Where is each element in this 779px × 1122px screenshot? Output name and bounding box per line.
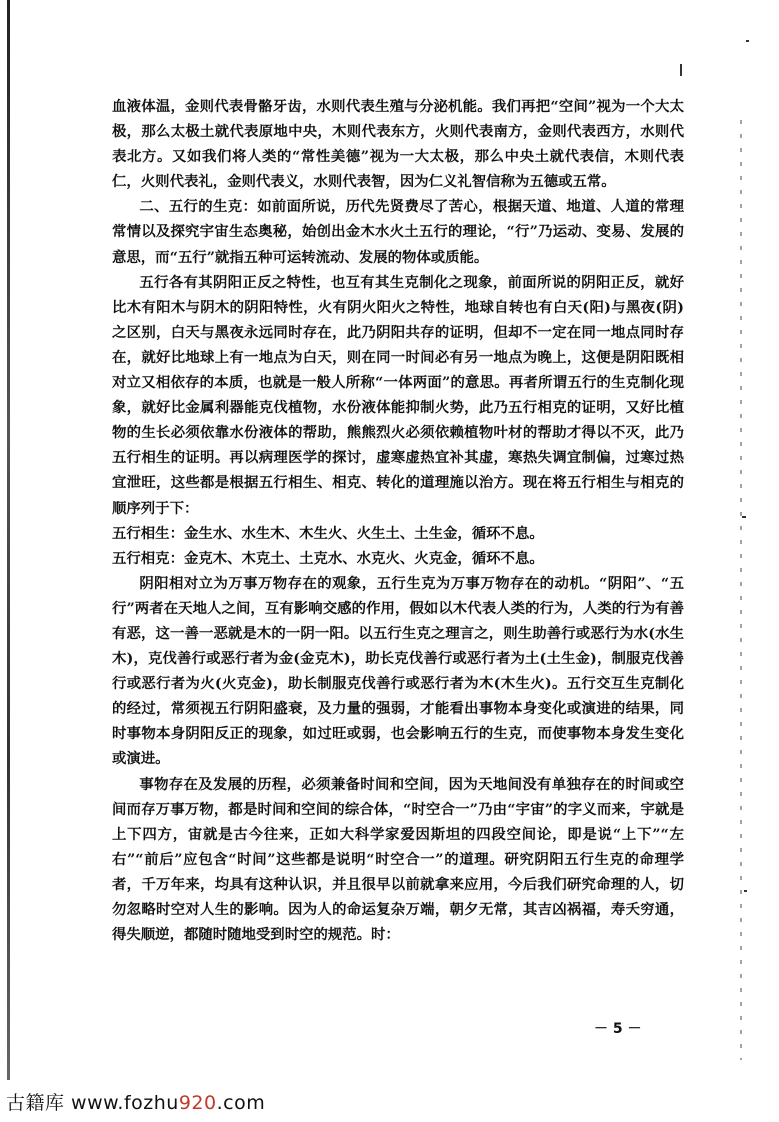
watermark [6,1088,265,1115]
scan-speck [744,890,747,892]
paragraph: 事物存在及发展的历程，必须兼备时间和空间，因为天地间没有单独存在的时间或空间而存万事万物，都是时间和空间的综合体，“时空合一”乃由“宇宙”的字义而来，宇就是上下四方，宙就是古今往来，正如大科学家爱因斯坦的四段空间论，即是说“上下”“左右”“前后”应包含“时间”这些都是说明“时空合一”的道理。研究阴阳五行生克的命理学者，千万年来，均具有这种认识，并且很早以前就拿来应用，今后我们研究命理的人，切勿忽略时空对人生的影响。因为人的命运复杂万端，朝夕无常，其吉凶祸福，寿夭穷通，得失顺逆，都随时随地受到时空的规范。时： [112,775,684,944]
paragraph: 阴阳相对立为万事万物存在的观象，五行生克为万事万物存在的动机。“阴阳”、“五行”两者在天地人之间，互有影响交感的作用，假如以木代表人类的行为，人类的行为有善有恶，这一善一恶就是木的一阴一阳。以五行生克之理言之，则生助善行或恶行为水(水生木)，克伐善行或恶行者为金(金克木)，助长克伐善行或恶行者为土(土生金)，制服克伐善行或恶行者为火(火克金)，助长制服克伐善行或恶行者为木(木生火)。五行交互生克制化的经过，常须视五行阴阳盛衰，及力量的强弱，才能看出事物本身变化或演进的结果，同时事物本身阴阳反正的现象，如过旺或弱，也会影响五行的生克，而使事物本身发生变化或演进。 [112,574,684,768]
scan-speck [746,40,749,42]
watermark-accent: 920 [178,1092,217,1114]
watermark-suffix: .com [216,1092,266,1114]
page-number: － 5 － [594,1021,642,1037]
paragraph: 五行各有其阴阳正反之特性，也互有其生克制化之现象，前面所说的阴阳正反，就好比木有阳木与阴木的阴阳特性，火有阴火阳火之特性，地球自转也有白天(阳)与黑夜(阴)之区别，白天与黑夜永远同时存在，此乃阴阳共存的证明，但却不一定在同一地点同时存在，就好比地球上有一地点为白天，则在同一时间必有另一地点为晚上，这便是阴阳既相对立又相依存的本质，也就是一般人所称“一体两面”的意思。再者所谓五行的生克制化现象，就好比金属利器能克伐植物，水份液体能抑制火势，此乃五行相克的证明，又好比植物的生长必须依靠水份液体的帮助，熊熊烈火必须依赖植物叶材的帮助才得以不灭，此乃五行相生的证明。再以病理医学的探讨，虚寒虚热宜补其虚，寒热失调宜制偏，过寒过热宜泄旺，这些都是根据五行相生、相克、转化的道理施以治方。现在将五行相生与相克的顺序列于下： [112,273,684,517]
scan-speck [680,64,682,76]
wuxing-sheng-rule: 五行相生：金生水、水生木、木生火、火生土、土生金，循环不息。 [112,524,544,542]
watermark-prefix: 古籍库 www.fozhu [6,1092,179,1114]
paragraph: 二、五行的生克：如前面所说，历代先贤费尽了苦心，根据天道、地道、人道的常理常情以及探究宇宙生态奥秘，始创出金木水火土五行的理论，“行”乃运动、变易、发展的意思，而“五行”就指五种可运转流动、发展的物体或质能。 [112,198,684,266]
scan-right-edge [740,120,742,1060]
wuxing-ke-rule: 五行相克：金克木、木克土、土克水、水克火、火克金，循环不息。 [112,549,544,567]
scan-left-edge [7,0,10,1080]
page-body [112,94,684,947]
paragraph: 血液体温，金则代表骨骼牙齿，水则代表生殖与分泌机能。我们再把“空间”视为一个大太极，那么太极土就代表原地中央，木则代表东方，火则代表南方，金则代表西方，水则代表北方。又如我们将人类的“常性美德”视为一大太极，那么中央土就代表信，木则代表仁，火则代表礼，金则代表义，水则代表智，因为仁义礼智信称为五德或五常。 [112,98,684,191]
scan-speck [742,516,746,518]
